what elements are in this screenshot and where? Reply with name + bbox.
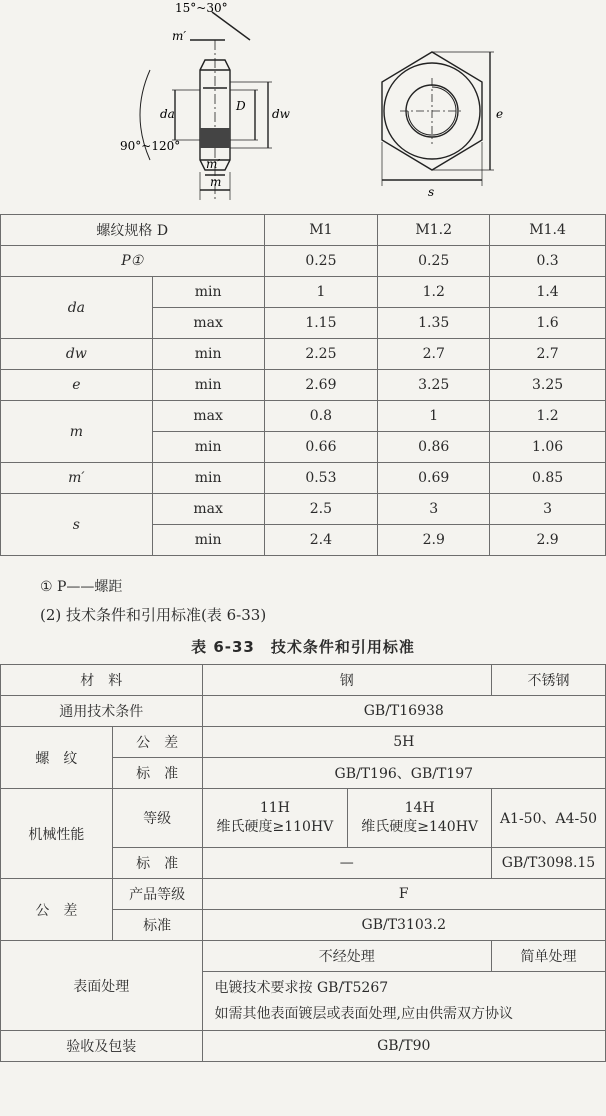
sub-label: 产品等级: [112, 879, 202, 910]
sub-label: 等级: [112, 789, 202, 848]
table-cell: GB/T16938: [202, 696, 605, 727]
table-cell: 0.69: [378, 463, 490, 494]
table-row: [1, 339, 606, 370]
table-cell: 1: [378, 401, 490, 432]
side-view: [140, 12, 272, 200]
table-cell: 0.53: [264, 463, 378, 494]
table-cell: 0.25: [378, 246, 490, 277]
sub-label: min: [152, 432, 264, 463]
row-label: 公 差: [1, 879, 113, 941]
table-cell: 0.66: [264, 432, 378, 463]
table-cell: 3: [490, 494, 606, 525]
m-prime-bottom-label: m′: [206, 157, 221, 171]
col-header: M1.4: [490, 215, 606, 246]
row-label: 机械性能: [1, 789, 113, 879]
table-cell: 0.25: [264, 246, 378, 277]
table-cell: 2.7: [490, 339, 606, 370]
param-label: m′: [1, 463, 153, 494]
material-label: 材 料: [1, 665, 203, 696]
table-cell: GB/T3098.15: [492, 848, 606, 879]
col-header: M1.2: [378, 215, 490, 246]
sub-label: 标准: [112, 910, 202, 941]
table-cell: GB/T90: [202, 1031, 605, 1062]
angle-top-label: 15°~30°: [175, 1, 228, 15]
table-cell: 不锈钢: [492, 665, 606, 696]
table-cell: 简单处理: [492, 941, 606, 972]
D-label: D: [236, 99, 246, 113]
da-label: da: [160, 107, 175, 121]
row-label: 通用技术条件: [1, 696, 203, 727]
table-row: [1, 277, 606, 308]
table-cell: 1.35: [378, 308, 490, 339]
table-cell: 2.69: [264, 370, 378, 401]
table-cell: 3.25: [490, 370, 606, 401]
sub-label: 标 准: [112, 848, 202, 879]
table-cell: 11H 维氏硬度≥110HV: [202, 789, 348, 848]
table-cell: 钢: [202, 665, 491, 696]
tech-conditions-table: [0, 664, 606, 1062]
table-cell: 0.8: [264, 401, 378, 432]
table-row: [1, 246, 606, 277]
param-label: s: [1, 494, 153, 556]
table-cell: 0.85: [490, 463, 606, 494]
dw-label: dw: [272, 107, 290, 121]
table-cell: A1-50、A4-50: [492, 789, 606, 848]
table-cell: 1.2: [490, 401, 606, 432]
table-row: [1, 941, 606, 972]
sub-label: min: [152, 277, 264, 308]
e-label: e: [496, 107, 504, 121]
table-cell: 2.9: [378, 525, 490, 556]
table-row: [1, 370, 606, 401]
sub-label: min: [152, 463, 264, 494]
table-row: [1, 789, 606, 848]
sub-label: max: [152, 308, 264, 339]
table-cell: 1.4: [490, 277, 606, 308]
m-prime-top-label: m′: [172, 29, 187, 43]
sub-label: min: [152, 339, 264, 370]
table-cell: 0.86: [378, 432, 490, 463]
table-cell: 2.7: [378, 339, 490, 370]
sub-label: max: [152, 401, 264, 432]
col-header: M1: [264, 215, 378, 246]
table-row: [1, 215, 606, 246]
table-cell: 1.2: [378, 277, 490, 308]
dimension-table: [0, 214, 606, 556]
table-row: [1, 665, 606, 696]
m-label: m: [210, 175, 222, 189]
angle-left-label: 90°~120°: [120, 139, 181, 153]
param-label: m: [1, 401, 153, 463]
table-caption: 表 6-33 技术条件和引用标准: [191, 638, 415, 656]
s-label: s: [428, 185, 435, 199]
table-cell: GB/T196、GB/T197: [202, 758, 605, 789]
row-label: 验收及包装: [1, 1031, 203, 1062]
table-row: [1, 463, 606, 494]
sub-label: min: [152, 525, 264, 556]
footnote: ① P——螺距: [40, 579, 123, 595]
table-cell: 3.25: [378, 370, 490, 401]
nut-drawing: [0, 0, 606, 212]
table-cell: GB/T3103.2: [202, 910, 605, 941]
row-label: 表面处理: [1, 941, 203, 1031]
table-cell: 2.5: [264, 494, 378, 525]
table-cell: 1.15: [264, 308, 378, 339]
table-row: [1, 401, 606, 432]
table-cell: 3: [378, 494, 490, 525]
front-view: [382, 52, 494, 186]
table-row: [1, 696, 606, 727]
param-label: P①: [1, 246, 265, 277]
table-row: [1, 879, 606, 910]
table-cell: 1.06: [490, 432, 606, 463]
table-cell: F: [202, 879, 605, 910]
table-cell: —: [202, 848, 491, 879]
table-cell: 5H: [202, 727, 605, 758]
table-cell: 14H 维氏硬度≥140HV: [348, 789, 492, 848]
thread-spec-header: 螺纹规格 D: [1, 215, 265, 246]
table-cell: 不经处理: [202, 941, 491, 972]
table-cell: 0.3: [490, 246, 606, 277]
table-cell: 2.25: [264, 339, 378, 370]
table-cell: 2.4: [264, 525, 378, 556]
sub-label: max: [152, 494, 264, 525]
sub-label: min: [152, 370, 264, 401]
table-cell: 1: [264, 277, 378, 308]
table-cell: 2.9: [490, 525, 606, 556]
sub-label: 标 准: [112, 758, 202, 789]
row-label: 螺 纹: [1, 727, 113, 789]
param-label: dw: [1, 339, 153, 370]
table-row: [1, 494, 606, 525]
param-label: da: [1, 277, 153, 339]
section-heading: (2) 技术条件和引用标准(表 6-33): [40, 606, 267, 624]
table-row: [1, 727, 606, 758]
table-cell: 1.6: [490, 308, 606, 339]
surface-treatment-text: 电镀技术要求按 GB/T5267 如需其他表面镀层或表面处理,应由供需双方协议: [202, 972, 605, 1031]
param-label: e: [1, 370, 153, 401]
sub-label: 公 差: [112, 727, 202, 758]
table-row: [1, 1031, 606, 1062]
